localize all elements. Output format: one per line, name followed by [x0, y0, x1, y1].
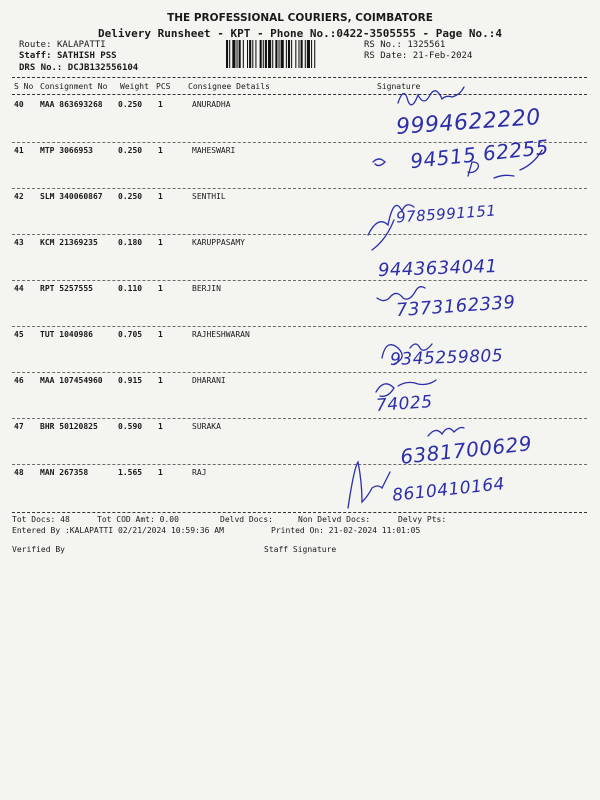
row-consignee: BERJIN [192, 284, 221, 293]
col-pcs: PCS [156, 82, 171, 91]
rs-date-value: 21-Feb-2024 [412, 51, 473, 61]
delvd-docs: Delvd Docs: [220, 515, 273, 524]
rs-no-label: RS No.: [364, 40, 402, 50]
col-consignee: Consignee Details [188, 82, 270, 91]
row-pcs: 1 [158, 284, 163, 293]
handwritten-phone-43: 9443634041 [377, 255, 498, 282]
row-weight: 0.110 [118, 284, 143, 293]
row-consignee: RAJ [192, 468, 207, 477]
row-consignment: RPT 5257555 [40, 284, 93, 293]
row-weight: 0.250 [118, 146, 143, 155]
row-consignee: RAJHESHWARAN [192, 330, 250, 339]
row-weight: 0.915 [118, 376, 143, 385]
row-consignment: SLM 340060867 [40, 192, 103, 201]
row-sno: 42 [14, 192, 24, 201]
tot-cod-amt: Tot COD Amt: 0.00 [97, 515, 179, 524]
row-sno: 45 [14, 330, 24, 339]
row-pcs: 1 [158, 238, 163, 247]
row-weight: 1.565 [118, 468, 143, 477]
row-consignee: ANURADHA [192, 100, 231, 109]
col-sno: S No [14, 82, 34, 91]
row-weight: 0.250 [118, 100, 143, 109]
row-consignment: TUT 1040986 [40, 330, 93, 339]
row-sno: 48 [14, 468, 24, 477]
row-consignment: MAA 863693268 [40, 100, 103, 109]
row-sno: 47 [14, 422, 24, 431]
handwritten-phone-45: 9345259805 [389, 346, 504, 370]
tot-docs: Tot Docs: 48 [12, 515, 70, 524]
handwritten-phone-41: 94515 62255 [409, 134, 550, 174]
footer-top-rule [12, 512, 587, 513]
row-sno: 40 [14, 100, 24, 109]
row-consignment: MAN 267358 [40, 468, 89, 477]
row-sno: 46 [14, 376, 24, 385]
row-pcs: 1 [158, 100, 163, 109]
row-pcs: 1 [158, 330, 163, 339]
runsheet-subtitle: Delivery Runsheet - KPT - Phone No.:0422-3505555 - Page No.:4 [98, 27, 502, 40]
row-pcs: 1 [158, 376, 163, 385]
rs-date-label: RS Date: [364, 51, 408, 61]
drs-label: DRS No.: [19, 63, 63, 73]
row-consignment: BHR 50120825 [40, 422, 98, 431]
company-title: THE PROFESSIONAL COURIERS, COIMBATORE [167, 12, 433, 24]
row-pcs: 1 [158, 146, 163, 155]
rs-no-value: 1325561 [407, 40, 446, 50]
handwritten-phone-48: 8610410164 [391, 474, 506, 506]
signature-stroke-48 [348, 462, 390, 508]
handwritten-phone-47: 6381700629 [399, 431, 534, 469]
signature-stroke-47 [428, 428, 464, 437]
row-weight: 0.180 [118, 238, 143, 247]
col-consignment: Consignment No [40, 82, 108, 91]
staff-signature: Staff Signature [264, 545, 337, 554]
row-weight: 0.250 [118, 192, 143, 201]
row-pcs: 1 [158, 422, 163, 431]
row-consignment: MAA 107454960 [40, 376, 103, 385]
col-signature: Signature [377, 82, 421, 91]
delvy-pts: Delvy Pts: [398, 515, 447, 524]
col-weight: Weight [120, 82, 149, 91]
non-delvd-docs: Non Delvd Docs: [298, 515, 371, 524]
row-consignee: KARUPPASAMY [192, 238, 245, 247]
handwritten-phone-40: 9994622220 [395, 104, 542, 141]
signature-stroke-40 [398, 87, 464, 105]
row-pcs: 1 [158, 192, 163, 201]
handwritten-phone-46: 74025 [375, 392, 434, 416]
route-value: KALAPATTI [56, 40, 106, 50]
row-consignment: KCM 21369235 [40, 238, 98, 247]
drs-value: DCJB132556104 [67, 63, 139, 73]
row-consignee: SURAKA [192, 422, 221, 431]
row-consignment: MTP 3066953 [40, 146, 93, 155]
handwritten-phone-42: 9785991151 [395, 201, 497, 227]
staff-label: Staff: [19, 51, 52, 61]
row-consignee: MAHESWARI [192, 146, 236, 155]
row-weight: 0.590 [118, 422, 143, 431]
row-sno: 44 [14, 284, 24, 293]
staff-value: SATHISH PSS [56, 51, 117, 61]
row-pcs: 1 [158, 468, 163, 477]
route-label: Route: [19, 40, 52, 50]
row-weight: 0.705 [118, 330, 143, 339]
row-sno: 43 [14, 238, 24, 247]
row-consignee: SENTHIL [192, 192, 226, 201]
entered-by: Entered By :KALAPATTI 02/21/2024 10:59:36 AM [12, 526, 224, 535]
verified-by: Verified By [12, 545, 65, 554]
printed-on: Printed On: 21-02-2024 11:01:05 [271, 526, 421, 535]
handwritten-phone-44: 7373162339 [395, 291, 517, 322]
row-consignee: DHARANI [192, 376, 226, 385]
row-sno: 41 [14, 146, 24, 155]
